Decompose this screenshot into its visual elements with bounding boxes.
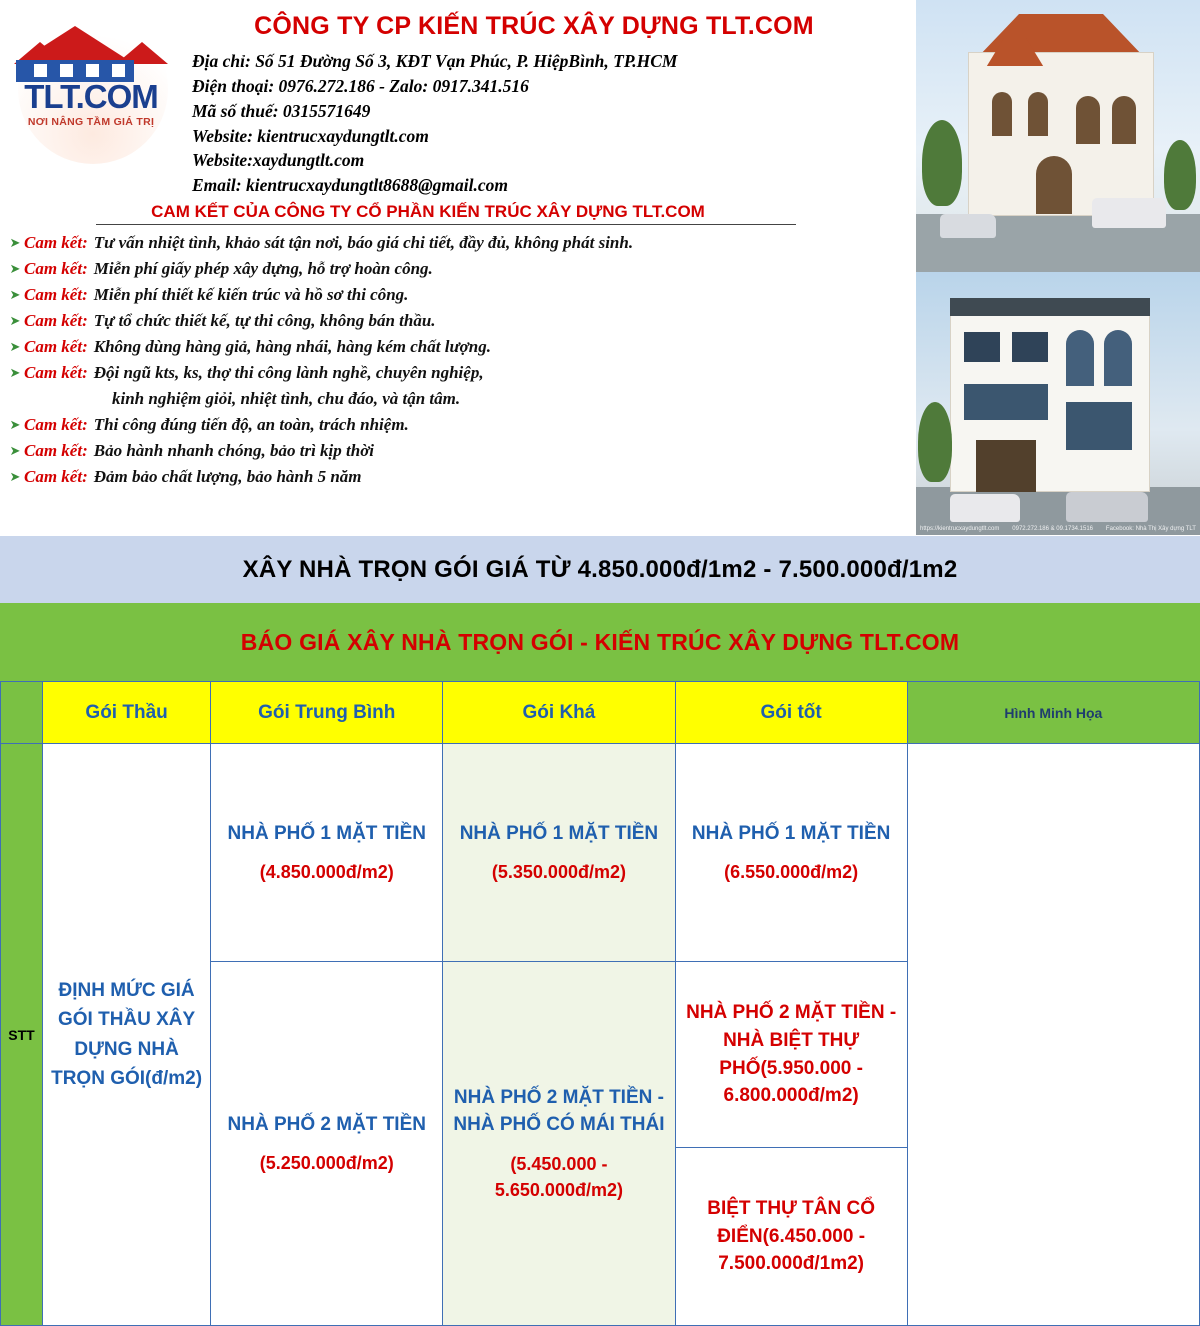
company-logo xyxy=(0,4,182,174)
company-title: CÔNG TY CP KIẾN TRÚC XÂY DỰNG TLT.COM xyxy=(254,12,814,40)
bullet-arrow-icon: ➤ xyxy=(9,235,21,251)
table-header-row xyxy=(1,682,1200,744)
cell-good-2 xyxy=(443,962,675,1326)
list-item xyxy=(6,259,916,279)
bullet-arrow-icon: ➤ xyxy=(9,339,21,355)
header-cell-stt-spacer xyxy=(1,682,43,744)
cell-medium-2 xyxy=(211,962,443,1326)
list-item xyxy=(6,285,916,305)
commitment-label: Cam kết: xyxy=(24,363,88,383)
cell-illustration-gallery xyxy=(907,744,1199,1326)
list-item xyxy=(6,441,916,461)
logo-window-2-icon xyxy=(60,64,73,77)
table-row xyxy=(1,744,1200,962)
commitment-label: Cam kết: xyxy=(24,467,88,487)
pricing-table xyxy=(0,681,1200,1326)
cell-best-1-title: NHÀ PHỐ 1 MẶT TIỀN xyxy=(691,822,891,844)
commitment-text: Đảm bảo chất lượng, bảo hành 5 năm xyxy=(93,467,362,487)
bullet-arrow-icon: ➤ xyxy=(9,443,21,459)
photo-watermark xyxy=(920,526,1196,532)
cell-best-3-title: BIỆT THỰ TÂN CỔ ĐIỂN(6.450.000 - 7.500.000đ/1m2) xyxy=(707,1198,875,1275)
logo-tagline: NƠI NÂNG TẦM GIÁ TRỊ xyxy=(27,116,155,128)
list-item xyxy=(6,233,916,253)
commitment-text: Miễn phí giấy phép xây dựng, hỗ trợ hoàn công. xyxy=(93,259,433,279)
bullet-arrow-icon: ➤ xyxy=(9,469,21,485)
cell-good-1-title: NHÀ PHỐ 1 MẶT TIỀN xyxy=(459,822,659,844)
commitment-label: Cam kết: xyxy=(24,415,88,435)
cell-medium-1-title: NHÀ PHỐ 1 MẶT TIỀN xyxy=(227,822,426,844)
header-cell-image: Hình Minh Họa xyxy=(907,682,1199,744)
commitment-label: Cam kết: xyxy=(24,285,88,305)
commitment-text-continued: kinh nghiệm giỏi, nhiệt tình, chu đáo, và tận tâm. xyxy=(112,389,461,409)
header-photo-villa xyxy=(916,0,1200,272)
header-cell-package: Gói Thầu xyxy=(43,682,211,744)
company-email: Email: kientrucxaydungtlt8688@gmail.com xyxy=(192,175,508,196)
company-info xyxy=(182,4,916,198)
cell-good-1-price: (5.350.000đ/m2) xyxy=(491,862,626,883)
logo-window-1-icon xyxy=(34,64,47,77)
commitment-text: Không dùng hàng giả, hàng nhái, hàng kém chất lượng. xyxy=(93,337,491,357)
illustration-grid xyxy=(908,1032,1199,1038)
company-website-2: Website:xaydungtlt.com xyxy=(192,150,365,171)
cell-best-1 xyxy=(675,744,907,962)
bullet-arrow-icon: ➤ xyxy=(9,365,21,381)
logo-window-4-icon xyxy=(112,64,125,77)
document-header xyxy=(0,0,1200,535)
bullet-arrow-icon: ➤ xyxy=(9,287,21,303)
header-photo-column xyxy=(916,0,1200,535)
cell-good-1 xyxy=(443,744,675,962)
logo-text: TLT.COM xyxy=(24,78,158,115)
commitments-list xyxy=(0,233,916,487)
watermark-mid: 0972.272.186 & 09.1734.1516 xyxy=(1012,526,1094,532)
commitments-heading: CAM KẾT CỦA CÔNG TY CỔ PHẦN KIẾN TRÚC XÂY DỰNG TLT.COM xyxy=(151,202,705,222)
commitment-label: Cam kết: xyxy=(24,441,88,461)
list-item xyxy=(6,337,916,357)
bullet-arrow-icon: ➤ xyxy=(9,261,21,277)
commitment-label: Cam kết: xyxy=(24,233,88,253)
cell-best-1-price: (6.550.000đ/m2) xyxy=(724,862,859,883)
commitment-text: Tự tổ chức thiết kế, tự thi công, không bán thầu. xyxy=(93,311,436,331)
list-item xyxy=(6,467,916,487)
company-phone: Điện thoại: 0976.272.186 - Zalo: 0917.341.516 xyxy=(192,75,529,96)
list-item xyxy=(6,415,916,435)
logo-window-3-icon xyxy=(86,64,99,77)
commitment-text: Tư vấn nhiệt tình, khảo sát tận nơi, báo giá chi tiết, đầy đủ, không phát sinh. xyxy=(93,233,634,253)
cell-medium-2-title: NHÀ PHỐ 2 MẶT TIỀN xyxy=(227,1113,426,1135)
header-info-panel xyxy=(0,0,916,535)
cell-medium-2-price: (5.250.000đ/m2) xyxy=(259,1153,394,1174)
bullet-arrow-icon: ➤ xyxy=(9,313,21,329)
commitment-text: Miễn phí thiết kế kiến trúc và hồ sơ thi công. xyxy=(93,285,409,305)
quote-title-text: BÁO GIÁ XÂY NHÀ TRỌN GÓI - KIẾN TRÚC XÂY DỰNG TLT.COM xyxy=(240,628,960,655)
commitment-text: Đội ngũ kts, ks, thợ thi công lành nghề, chuyên nghiệp, xyxy=(93,363,484,383)
cell-stt: STT xyxy=(1,744,43,1326)
cell-good-2-price: (5.450.000 - 5.650.000đ/m2) xyxy=(494,1153,623,1201)
header-cell-medium: Gói Trung Bình xyxy=(211,682,443,744)
cell-medium-1-price: (4.850.000đ/m2) xyxy=(259,862,394,883)
cell-best-2 xyxy=(675,962,907,1148)
header-cell-best: Gói tốt xyxy=(675,682,907,744)
company-address: Địa chỉ: Số 51 Đường Số 3, KĐT Vạn Phúc, P. HiệpBình, TP.HCM xyxy=(192,51,678,71)
cell-best-2-title: NHÀ PHỐ 2 MẶT TIỀN - NHÀ BIỆT THỰ PHỐ(5.950.000 - 6.800.000đ/m2) xyxy=(686,1002,897,1107)
company-tax-code: Mã số thuế: 0315571649 xyxy=(192,100,371,121)
company-contact-lines xyxy=(182,49,916,198)
header-cell-good: Gói Khá xyxy=(443,682,675,744)
cell-good-2-title: NHÀ PHỐ 2 MẶT TIỀN - NHÀ PHỐ CÓ MÁI THÁI xyxy=(453,1086,665,1136)
commitment-label: Cam kết: xyxy=(24,337,88,357)
logo-roof-center-icon xyxy=(22,26,128,60)
price-banner-text: XÂY NHÀ TRỌN GÓI GIÁ TỪ 4.850.000đ/1m2 - 7.500.000đ/1m2 xyxy=(242,555,958,583)
header-photo-modern-house xyxy=(916,272,1200,535)
logo-and-company xyxy=(0,0,916,198)
cell-best-3 xyxy=(675,1148,907,1326)
watermark-right: Facebook: Nhà Thị Xây dựng TLT xyxy=(1105,526,1196,532)
bullet-arrow-icon: ➤ xyxy=(9,417,21,433)
cell-medium-1 xyxy=(211,744,443,962)
commitments-heading-divider xyxy=(96,224,796,225)
watermark-left: https://kientrucxaydungtlt.com xyxy=(920,526,1000,532)
commitment-label: Cam kết: xyxy=(24,259,88,279)
cell-row-label: ĐỊNH MỨC GIÁ GÓI THẦU XÂY DỰNG NHÀ TRỌN GÓI(đ/m2) xyxy=(43,744,211,1326)
commitment-text: Bảo hành nhanh chóng, bảo trì kịp thời xyxy=(93,441,375,461)
price-banner xyxy=(0,535,1200,603)
commitment-text: Thi công đúng tiến độ, an toàn, trách nhiệm. xyxy=(93,415,409,435)
list-item xyxy=(6,363,916,383)
company-website-1: Website: kientrucxaydungtlt.com xyxy=(192,125,429,146)
quote-title-banner xyxy=(0,603,1200,681)
list-item xyxy=(6,311,916,331)
commitment-label: Cam kết: xyxy=(24,311,88,331)
